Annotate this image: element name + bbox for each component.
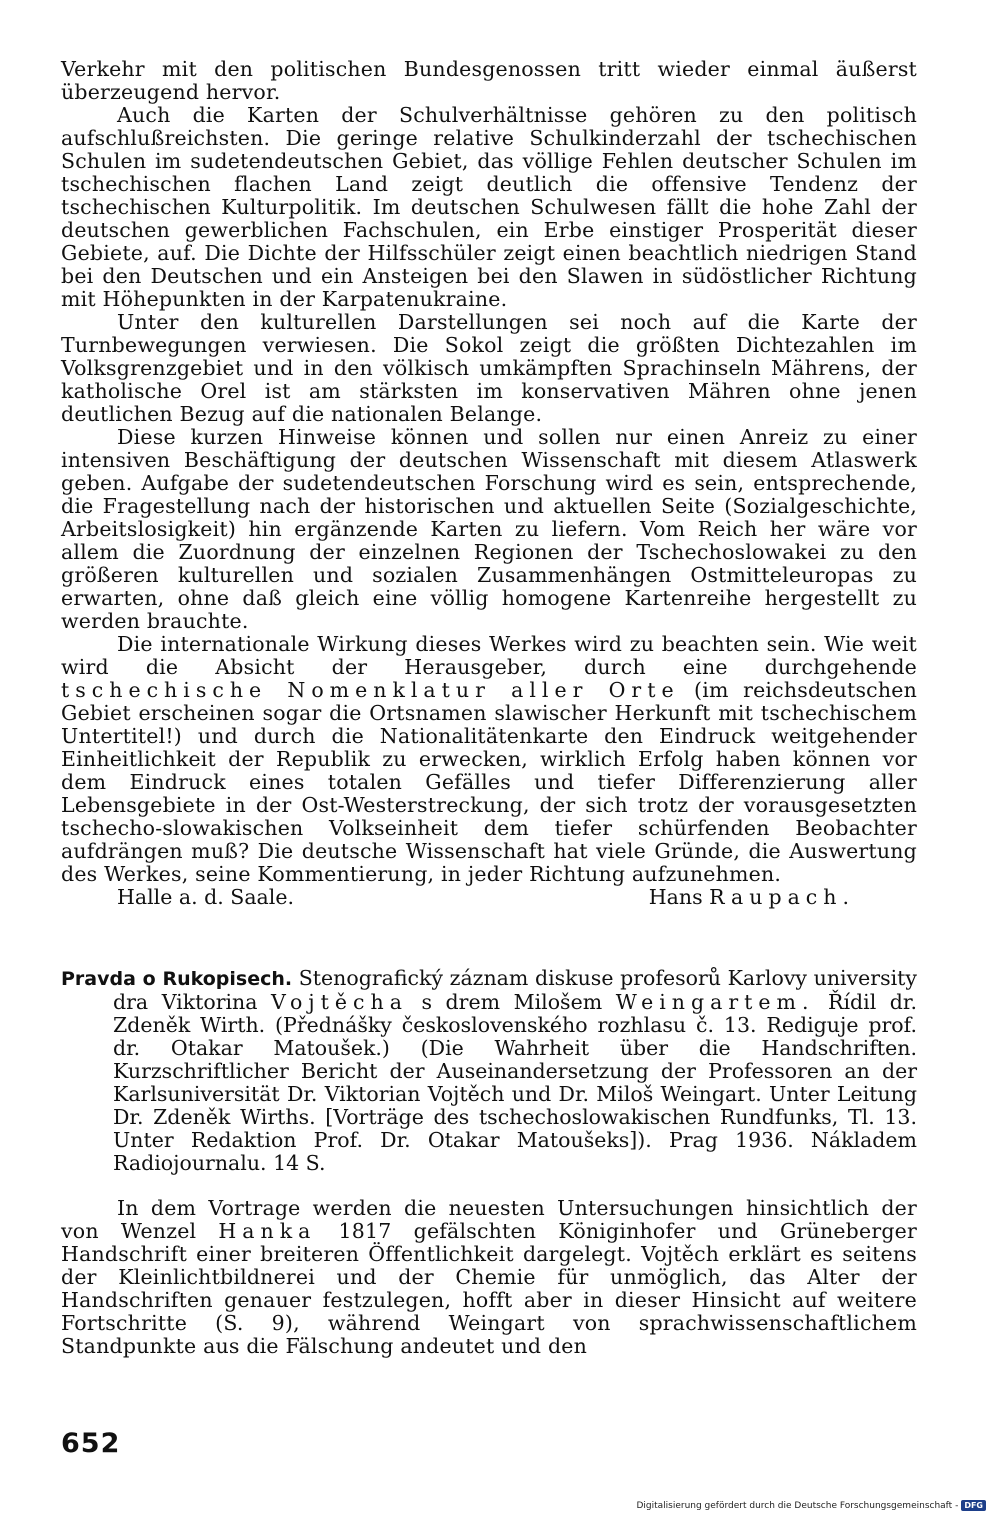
paragraph-5: Die internationale Wirkung dieses Werkes wird zu beachten sein. Wie weit wird die Absicht der Herausgeber, durch eine durchgehende tschechische Nomenklatur aller Orte (im reichsdeutschen Gebiet erscheinen sogar die Ortsnamen slawischer Herkunft mit tschechischem Untertitel!) und durch die Nationalitätenkarte den Eindruck weitgehender Einheitlichkeit der Republik zu erwecken, wirklich Erfolg haben können vor dem Eindruck eines totalen Gefälles und tiefer Differenzierung aller Lebensgebiete in der Ost-Westerstreckung, der sich trotz der vorausgesetzten tschecho-slowakischen Volkseinheit dem tiefer schürfenden Beobachter aufdrängen muß? Die deutsche Wissenschaft hat viele Gründe, die Auswertung des Werkes, seine Kommentierung, in jeder Richtung aufzunehmen. (61, 632, 918, 886)
review-citation: Pravda o Rukopisech. Stenografický záznam diskuse profesorů Karlovy university dra Viktorina Vojtěcha s drem Milošem Weingartem. Řídil dr. Zdeněk Wirth. (Přednášky československého rozhlasu č. 13. Rediguje prof. dr. Otakar Matoušek.) (Die Wahrheit über die Handschriften. Kurzschriftlicher Bericht der Auseinandersetzung der Professoren an der Karlsuniversität Dr. Viktorian Vojtěch und Dr. Miloš Weingart. Unter Leitung Dr. Zdeněk Wirths. [Vorträge des tschechoslowakischen Rundfunks, Tl. 13. Unter Redaktion Prof. Dr. Otakar Matoušeks]). Prag 1936. Nákladem Radiojournalu. 14 S. (61, 966, 917, 1175)
spaced-emphasis: tschechische Nomenklatur aller Orte (61, 678, 680, 702)
review-body-paragraph: In dem Vortrage werden die neuesten Untersuchungen hinsichtlich der von Wenzel Hanka 1817 gefälschten Königinhofer und Grüneberger Handschrift einer breiteren Öffentlichkeit dargelegt. Vojtěch erklärt es seitens der Kleinlichtbildnerei und der Chemie für unmöglich, das Alter der Handschriften genauer festzulegen, hofft aber in dieser Hinsicht auf weitere Fortschritte (S. 9), während Weingart von sprachwissenschaftlichem Standpunkte aus die Fälschung andeutet und den (61, 1196, 917, 1358)
digitization-footer (636, 1500, 986, 1511)
paragraph-2: Auch die Karten der Schulverhältnisse gehören zu den politisch aufschlußreichsten. Die geringe relative Schulkinderzahl der tschechischen Schulen im sudetendeutschen Gebiet, das völlige Fehlen deutscher Schulen im tschechischen flachen Land zeigt deutlich die offensive Tendenz der tschechischen Kulturpolitik. Im deutschen Schulwesen fällt die hohe Zahl der deutschen gewerblichen Fachschulen, ein Erbe einstiger Prosperität dieser Gebiete, auf. Die Dichte der Hilfsschüler zeigt einen beachtlich niedrigen Stand bei den Deutschen und ein Ansteigen bei den Slawen in südöstlicher Richtung mit Höhepunkten in der Karpatenukraine. (61, 103, 917, 311)
signature-line (61, 886, 917, 909)
article-continuation (61, 58, 917, 886)
signature-author: Hans Raupach. (648, 885, 855, 909)
page-body (61, 58, 917, 1358)
paragraph-1: Verkehr mit den politischen Bundesgenossen tritt wieder einmal äußerst überzeugend hervor. (61, 57, 917, 104)
review-title: Pravda o Rukopisech. (61, 968, 293, 990)
page-number: 652 (61, 1428, 121, 1459)
paragraph-4: Diese kurzen Hinweise können und sollen nur einen Anreiz zu einer intensiven Beschäftigung der deutschen Wissenschaft mit diesem Atlaswerk geben. Aufgabe der sudetendeutschen Forschung wird es sein, entsprechende, die Fragestellung nach der historischen und aktuellen Seite (Sozialgeschichte, Arbeitslosigkeit) hin ergänzende Karten zu liefern. Vom Reich her wäre vor allem die Zuordnung der einzelnen Regionen der Tschechoslowakei zu den größeren kulturellen und sozialen Zusammenhängen Ostmitteleuropas zu erwarten, ohne daß gleich eine völlig homogene Kartenreihe hergestellt zu werden brauchte. (61, 425, 917, 633)
footer-text: Digitalisierung gefördert durch die Deutsche Forschungsgemeinschaft - (636, 1500, 959, 1511)
signature-place: Halle a. d. Saale. (117, 885, 294, 909)
dfg-logo-icon: DFG (961, 1500, 986, 1511)
paragraph-3: Unter den kulturellen Darstellungen sei noch auf die Karte der Turnbewegungen verwiesen. Die Sokol zeigt die größten Dichtezahlen im Volksgrenzgebiet und in den völkisch umkämpften Sprachinseln Mährens, der katholische Orel ist am stärksten im konservativen Mähren ohne jenen deutlichen Bezug auf die nationalen Belange. (61, 310, 917, 426)
